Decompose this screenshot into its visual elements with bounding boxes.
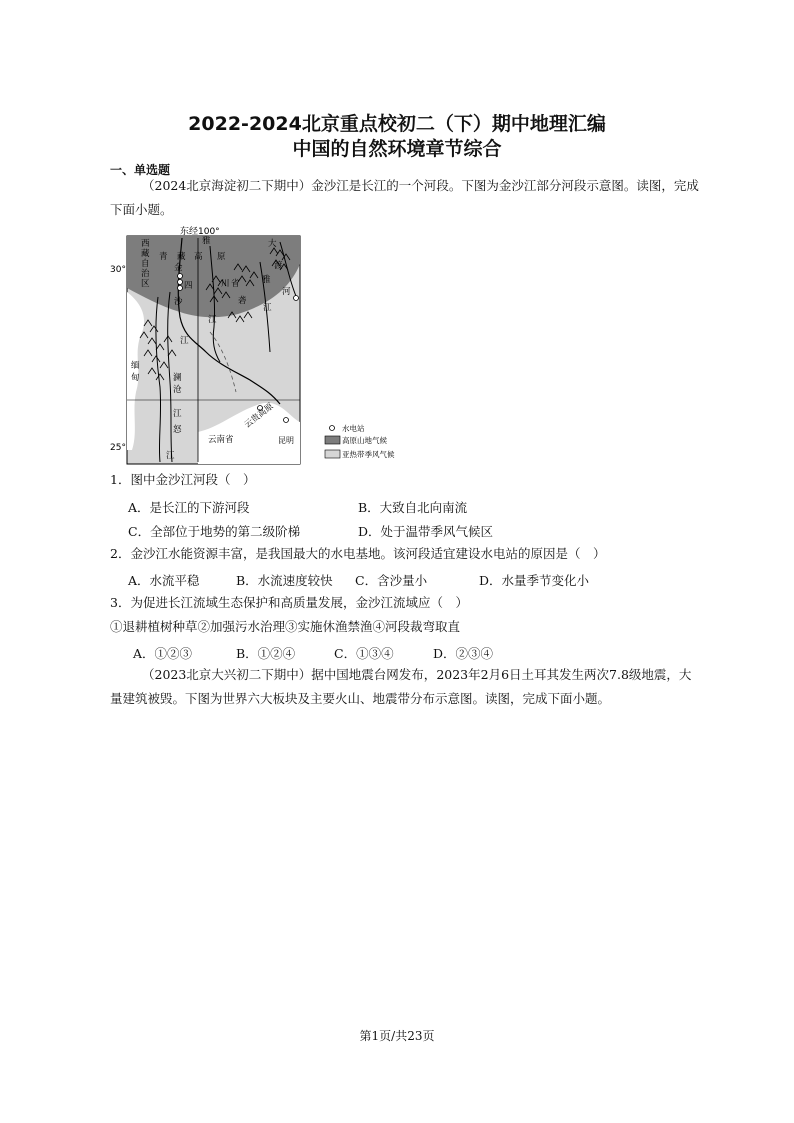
svg-text:四: 四 [184, 281, 193, 291]
svg-text:江: 江 [208, 315, 217, 325]
svg-text:水电站: 水电站 [342, 424, 365, 433]
latitude-25-label: 25° [110, 443, 126, 453]
question-2-option-b[interactable]: B．水流速度较快 [236, 573, 333, 588]
question-3-option-d[interactable]: D．②③④ [433, 646, 494, 661]
svg-text:江: 江 [180, 336, 189, 346]
section-heading: 一、单选题 [110, 163, 171, 177]
svg-text:澜: 澜 [173, 373, 182, 383]
svg-text:云南省: 云南省 [208, 435, 234, 445]
svg-text:亚热带季风气候: 亚热带季风气候 [342, 450, 395, 459]
svg-text:云贵高原: 云贵高原 [242, 401, 276, 431]
question-1-option-c[interactable]: C．全部位于地势的第二级阶梯 [128, 524, 301, 539]
question-2-option-d[interactable]: D．水量季节变化小 [479, 573, 590, 588]
svg-text:江: 江 [173, 409, 182, 419]
svg-text:青: 青 [159, 252, 168, 262]
svg-text:高原山地气候: 高原山地气候 [342, 436, 387, 445]
intro-2-line-2: 量建筑被毁。下图为世界六大板块及主要火山、地震带分布示意图。读图，完成下面小题。 [110, 691, 611, 706]
svg-text:雅: 雅 [202, 236, 211, 246]
svg-text:河: 河 [282, 287, 291, 297]
svg-text:原: 原 [217, 252, 226, 262]
svg-text:江: 江 [263, 303, 272, 313]
question-1-option-a[interactable]: A．是长江的下游河段 [128, 500, 250, 515]
intro-1-line-1: （2024北京海淀初二下期中）金沙江是长江的一个河段。下图为金沙江部分河段示意图。读图，完成 [142, 178, 699, 193]
question-1-stem: 1．图中金沙江河段（ ） [110, 472, 256, 487]
svg-text:甸: 甸 [131, 373, 140, 383]
question-2-option-c[interactable]: C．含沙量小 [355, 573, 428, 588]
svg-text:自: 自 [141, 259, 150, 269]
svg-text:大: 大 [268, 239, 277, 249]
svg-text:江: 江 [166, 451, 175, 461]
intro-2-line-1: （2023北京大兴初二下期中）据中国地震台网发布，2023年2月6日土耳其发生两次7.8级地震，大 [142, 667, 692, 682]
question-1-option-d[interactable]: D．处于温带季风气候区 [358, 524, 494, 539]
question-2-option-a[interactable]: A．水流平稳 [128, 573, 200, 588]
question-3-stem: 3．为促进长江流域生态保护和高质量发展，金沙江流域应（ ） [110, 595, 468, 610]
svg-text:怒: 怒 [173, 425, 182, 435]
latitude-30-label: 30° [110, 265, 126, 275]
svg-text:治: 治 [141, 269, 150, 279]
svg-text:金: 金 [174, 263, 183, 273]
svg-text:缅: 缅 [131, 361, 140, 371]
svg-text:沙: 沙 [174, 297, 183, 307]
svg-text:渡: 渡 [274, 261, 283, 271]
svg-text:高: 高 [194, 252, 203, 262]
question-2-stem: 2．金沙江水能资源丰富，是我国最大的水电基地。该河段适宜建设水电站的原因是（ ） [110, 546, 606, 561]
svg-text:昆明: 昆明 [278, 436, 294, 445]
jinsha-river-map [110, 222, 420, 467]
svg-text:砻: 砻 [238, 296, 247, 306]
longitude-label: 东经100° [180, 227, 220, 237]
document-title: 2022-2024北京重点校初二（下）期中地理汇编 [188, 113, 606, 135]
question-3-option-b[interactable]: B．①②④ [236, 646, 296, 661]
subtropical-legend-swatch [325, 450, 340, 458]
svg-text:藏: 藏 [177, 252, 186, 262]
document-subtitle: 中国的自然环境章节综合 [292, 138, 502, 160]
plateau-legend-swatch [325, 436, 340, 444]
intro-1-line-2: 下面小题。 [110, 202, 173, 217]
svg-text:雅: 雅 [262, 275, 271, 285]
station-legend-icon [330, 426, 335, 431]
question-3-option-a[interactable]: A．①②③ [133, 646, 193, 661]
svg-text:藏: 藏 [141, 249, 150, 259]
svg-text:区: 区 [141, 279, 150, 289]
svg-text:沧: 沧 [173, 385, 182, 395]
page-number: 第1页/共23页 [359, 1029, 435, 1043]
svg-text:西: 西 [141, 239, 150, 249]
question-3-option-c[interactable]: C．①③④ [334, 646, 394, 661]
svg-text:省: 省 [231, 279, 240, 289]
map-legend [325, 423, 395, 459]
svg-text:川: 川 [221, 279, 230, 289]
question-1-option-b[interactable]: B．大致自北向南流 [358, 500, 468, 515]
question-3-substem: ①退耕植树种草②加强污水治理③实施休渔禁渔④河段裁弯取直 [110, 619, 461, 634]
